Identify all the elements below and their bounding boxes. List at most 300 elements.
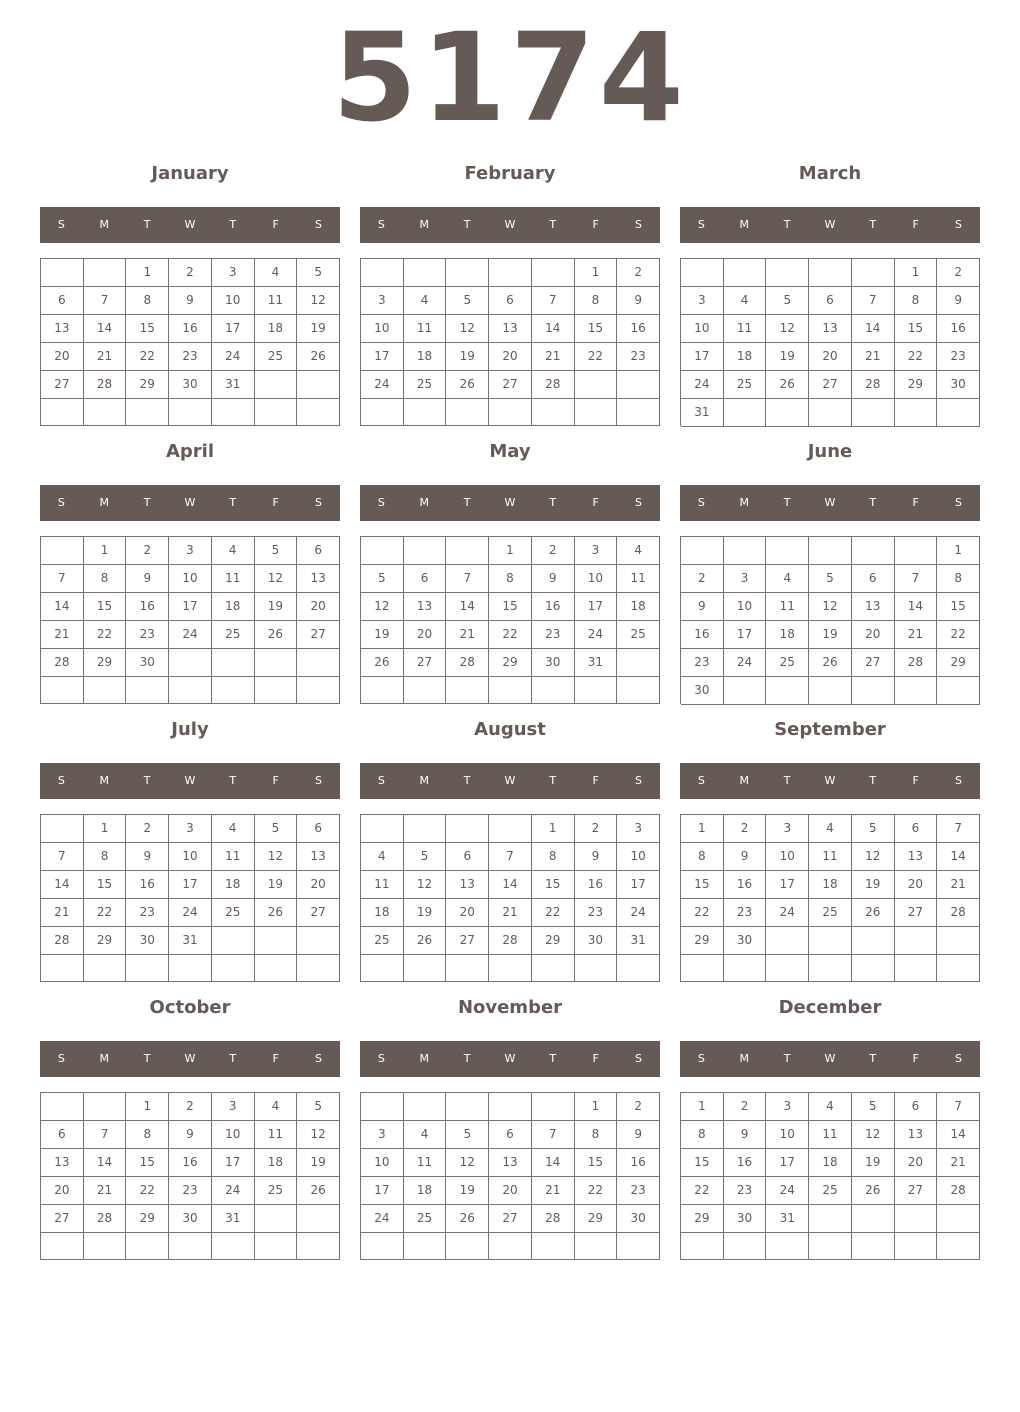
day-cell: 21 (937, 1149, 980, 1177)
day-cell: 16 (724, 871, 767, 899)
day-cell: 20 (297, 871, 340, 899)
day-cell: 1 (532, 815, 575, 843)
day-cell: 2 (575, 815, 618, 843)
empty-day-cell (169, 1233, 212, 1260)
day-cell: 8 (126, 287, 169, 315)
month-name: May (489, 441, 531, 462)
day-cell: 10 (766, 843, 809, 871)
day-cell: 14 (489, 871, 532, 899)
day-cell: 24 (212, 343, 255, 371)
day-cell: 24 (617, 899, 660, 927)
day-cell: 17 (575, 593, 618, 621)
day-cell: 31 (169, 927, 212, 955)
day-cell: 18 (212, 871, 255, 899)
empty-day-cell (575, 955, 618, 982)
empty-day-cell (809, 927, 852, 955)
day-cell: 20 (489, 343, 532, 371)
empty-day-cell (852, 259, 895, 287)
empty-day-cell (575, 399, 618, 426)
day-cell: 26 (852, 1177, 895, 1205)
day-cell: 19 (404, 899, 447, 927)
day-cell: 24 (361, 371, 404, 399)
day-cell: 28 (852, 371, 895, 399)
empty-day-cell (489, 1093, 532, 1121)
weekday-label: T (549, 774, 557, 787)
day-grid (680, 536, 980, 704)
day-cell: 16 (617, 315, 660, 343)
month-name: October (149, 997, 231, 1018)
day-cell: 8 (895, 287, 938, 315)
day-cell: 23 (724, 1177, 767, 1205)
day-cell: 12 (766, 315, 809, 343)
empty-day-cell (41, 1233, 84, 1260)
weekday-label: T (463, 1052, 471, 1065)
weekday-label: S (57, 218, 65, 231)
weekday-label: W (824, 1052, 836, 1065)
weekday-label: T (143, 218, 151, 231)
day-cell: 21 (41, 899, 84, 927)
day-cell: 19 (255, 593, 298, 621)
day-cell: 19 (852, 1149, 895, 1177)
day-cell: 22 (895, 343, 938, 371)
month-name: July (171, 719, 209, 740)
weekday-header (360, 485, 660, 521)
day-cell: 26 (766, 371, 809, 399)
day-cell: 13 (489, 1149, 532, 1177)
empty-day-cell (404, 677, 447, 704)
day-cell: 17 (361, 343, 404, 371)
day-cell: 23 (617, 1177, 660, 1205)
empty-day-cell (297, 677, 340, 704)
day-cell: 6 (297, 537, 340, 565)
day-cell: 16 (169, 315, 212, 343)
day-cell: 10 (617, 843, 660, 871)
day-cell: 23 (937, 343, 980, 371)
day-cell: 25 (255, 1177, 298, 1205)
day-cell: 10 (212, 287, 255, 315)
empty-day-cell (297, 649, 340, 677)
day-cell: 7 (937, 815, 980, 843)
day-cell: 16 (126, 871, 169, 899)
day-cell: 24 (724, 649, 767, 677)
weekday-label: S (697, 496, 705, 509)
empty-day-cell (255, 955, 298, 982)
day-cell: 18 (255, 315, 298, 343)
empty-day-cell (489, 677, 532, 704)
day-cell: 5 (446, 1121, 489, 1149)
day-grid (360, 536, 660, 704)
day-cell: 27 (297, 899, 340, 927)
day-cell: 16 (617, 1149, 660, 1177)
weekday-label: T (143, 774, 151, 787)
day-cell: 16 (575, 871, 618, 899)
empty-day-cell (361, 815, 404, 843)
empty-day-cell (681, 259, 724, 287)
empty-day-cell (852, 1233, 895, 1260)
weekday-label: S (57, 1052, 65, 1065)
day-cell: 6 (41, 287, 84, 315)
day-cell: 28 (41, 649, 84, 677)
empty-day-cell (937, 1233, 980, 1260)
empty-day-cell (724, 259, 767, 287)
day-cell: 28 (84, 371, 127, 399)
day-cell: 5 (852, 815, 895, 843)
weekday-header (360, 1041, 660, 1077)
day-cell: 9 (126, 843, 169, 871)
day-cell: 31 (681, 399, 724, 427)
day-cell: 11 (255, 1121, 298, 1149)
day-cell: 2 (169, 259, 212, 287)
day-cell: 21 (489, 899, 532, 927)
weekday-label: M (419, 496, 430, 509)
empty-day-cell (255, 371, 298, 399)
weekday-label: F (592, 774, 599, 787)
weekday-label: F (272, 1052, 279, 1065)
empty-day-cell (532, 677, 575, 704)
day-cell: 26 (361, 649, 404, 677)
empty-day-cell (809, 537, 852, 565)
day-cell: 23 (724, 899, 767, 927)
empty-day-cell (681, 537, 724, 565)
day-cell: 16 (532, 593, 575, 621)
day-cell: 25 (361, 927, 404, 955)
empty-day-cell (41, 955, 84, 982)
day-cell: 20 (895, 1149, 938, 1177)
empty-day-cell (724, 399, 767, 427)
day-cell: 25 (212, 621, 255, 649)
day-cell: 3 (361, 287, 404, 315)
empty-day-cell (852, 1205, 895, 1233)
month-november (360, 986, 660, 1264)
day-cell: 27 (809, 371, 852, 399)
empty-day-cell (255, 399, 298, 426)
day-cell: 10 (361, 1149, 404, 1177)
day-cell: 7 (41, 843, 84, 871)
day-cell: 12 (404, 871, 447, 899)
day-cell: 11 (809, 1121, 852, 1149)
day-cell: 13 (809, 315, 852, 343)
year-title: 5174 (332, 7, 688, 149)
day-cell: 27 (446, 927, 489, 955)
day-cell: 23 (126, 621, 169, 649)
day-cell: 25 (404, 371, 447, 399)
empty-day-cell (489, 259, 532, 287)
day-cell: 6 (297, 815, 340, 843)
day-cell: 7 (41, 565, 84, 593)
day-cell: 21 (532, 1177, 575, 1205)
weekday-label: T (783, 218, 791, 231)
day-cell: 2 (617, 1093, 660, 1121)
day-cell: 11 (404, 315, 447, 343)
empty-day-cell (212, 677, 255, 704)
weekday-label: T (229, 774, 237, 787)
day-cell: 12 (297, 287, 340, 315)
day-cell: 9 (937, 287, 980, 315)
day-cell: 9 (617, 287, 660, 315)
empty-day-cell (937, 677, 980, 705)
empty-day-cell (766, 955, 809, 982)
day-cell: 20 (41, 343, 84, 371)
empty-day-cell (895, 955, 938, 982)
weekday-label: W (184, 496, 196, 509)
weekday-label: T (783, 496, 791, 509)
day-cell: 22 (575, 343, 618, 371)
month-name: April (165, 441, 215, 462)
day-cell: 23 (532, 621, 575, 649)
empty-day-cell (446, 1093, 489, 1121)
day-cell: 9 (169, 287, 212, 315)
day-cell: 19 (297, 315, 340, 343)
day-cell: 3 (766, 815, 809, 843)
day-cell: 8 (575, 287, 618, 315)
day-cell: 7 (895, 565, 938, 593)
empty-day-cell (809, 677, 852, 705)
weekday-label: M (99, 774, 110, 787)
day-cell: 21 (852, 343, 895, 371)
day-cell: 11 (766, 593, 809, 621)
empty-day-cell (404, 537, 447, 565)
day-cell: 16 (126, 593, 169, 621)
empty-day-cell (404, 1093, 447, 1121)
day-cell: 12 (297, 1121, 340, 1149)
day-cell: 9 (724, 843, 767, 871)
day-cell: 27 (404, 649, 447, 677)
day-cell: 4 (212, 537, 255, 565)
day-cell: 4 (361, 843, 404, 871)
day-cell: 24 (169, 621, 212, 649)
day-cell: 17 (766, 871, 809, 899)
day-cell: 26 (446, 371, 489, 399)
weekday-label: M (419, 1052, 430, 1065)
day-cell: 2 (126, 537, 169, 565)
day-cell: 10 (169, 843, 212, 871)
day-grid (40, 258, 340, 426)
day-cell: 1 (895, 259, 938, 287)
weekday-label: F (272, 218, 279, 231)
day-cell: 15 (126, 1149, 169, 1177)
empty-day-cell (84, 399, 127, 426)
weekday-label: S (377, 1052, 385, 1065)
day-cell: 13 (489, 315, 532, 343)
empty-day-cell (297, 927, 340, 955)
weekday-label: T (229, 1052, 237, 1065)
day-cell: 15 (681, 871, 724, 899)
day-cell: 18 (766, 621, 809, 649)
empty-day-cell (446, 259, 489, 287)
day-cell: 12 (255, 843, 298, 871)
day-cell: 15 (489, 593, 532, 621)
weekday-label: S (314, 496, 322, 509)
day-cell: 25 (724, 371, 767, 399)
day-cell: 26 (297, 1177, 340, 1205)
day-cell: 9 (532, 565, 575, 593)
day-cell: 30 (724, 927, 767, 955)
day-cell: 29 (489, 649, 532, 677)
day-cell: 22 (126, 1177, 169, 1205)
day-cell: 26 (446, 1205, 489, 1233)
day-cell: 18 (809, 871, 852, 899)
weekday-label: W (824, 496, 836, 509)
month-july (40, 708, 340, 986)
empty-day-cell (895, 927, 938, 955)
day-cell: 25 (809, 1177, 852, 1205)
day-grid (680, 814, 980, 982)
day-cell: 24 (766, 1177, 809, 1205)
day-cell: 23 (169, 1177, 212, 1205)
day-cell: 17 (766, 1149, 809, 1177)
day-cell: 3 (681, 287, 724, 315)
day-cell: 2 (532, 537, 575, 565)
empty-day-cell (852, 537, 895, 565)
day-cell: 20 (895, 871, 938, 899)
day-cell: 31 (617, 927, 660, 955)
day-cell: 22 (681, 1177, 724, 1205)
day-cell: 5 (255, 537, 298, 565)
weekday-label: S (954, 774, 962, 787)
day-cell: 13 (41, 1149, 84, 1177)
empty-day-cell (212, 649, 255, 677)
empty-day-cell (126, 955, 169, 982)
day-cell: 29 (532, 927, 575, 955)
empty-day-cell (169, 399, 212, 426)
empty-day-cell (852, 927, 895, 955)
empty-day-cell (809, 399, 852, 427)
weekday-label: S (377, 496, 385, 509)
day-cell: 26 (852, 899, 895, 927)
day-cell: 4 (255, 259, 298, 287)
day-cell: 24 (169, 899, 212, 927)
day-cell: 30 (169, 371, 212, 399)
day-cell: 2 (724, 815, 767, 843)
day-cell: 10 (766, 1121, 809, 1149)
day-cell: 29 (937, 649, 980, 677)
day-cell: 4 (255, 1093, 298, 1121)
day-cell: 7 (937, 1093, 980, 1121)
empty-day-cell (532, 259, 575, 287)
day-cell: 30 (532, 649, 575, 677)
day-cell: 21 (84, 1177, 127, 1205)
day-cell: 10 (212, 1121, 255, 1149)
day-cell: 14 (937, 843, 980, 871)
day-cell: 25 (404, 1205, 447, 1233)
weekday-label: M (739, 218, 750, 231)
day-cell: 8 (681, 1121, 724, 1149)
day-cell: 1 (84, 815, 127, 843)
weekday-label: M (99, 496, 110, 509)
day-cell: 18 (404, 343, 447, 371)
day-cell: 23 (681, 649, 724, 677)
day-cell: 26 (255, 899, 298, 927)
empty-day-cell (895, 1233, 938, 1260)
weekday-label: W (504, 496, 516, 509)
weekday-label: S (634, 218, 642, 231)
day-cell: 14 (41, 871, 84, 899)
empty-day-cell (446, 677, 489, 704)
weekday-label: T (463, 496, 471, 509)
day-cell: 19 (766, 343, 809, 371)
day-cell: 29 (681, 1205, 724, 1233)
empty-day-cell (681, 955, 724, 982)
day-cell: 16 (169, 1149, 212, 1177)
month-march (680, 152, 980, 430)
month-name: September (774, 719, 886, 740)
day-cell: 28 (895, 649, 938, 677)
weekday-label: S (314, 774, 322, 787)
day-grid (40, 1092, 340, 1260)
day-cell: 29 (681, 927, 724, 955)
day-cell: 30 (169, 1205, 212, 1233)
day-cell: 9 (575, 843, 618, 871)
empty-day-cell (255, 1205, 298, 1233)
day-cell: 29 (84, 927, 127, 955)
day-cell: 6 (809, 287, 852, 315)
day-cell: 17 (169, 871, 212, 899)
weekday-label: M (99, 1052, 110, 1065)
month-december (680, 986, 980, 1264)
day-cell: 19 (297, 1149, 340, 1177)
day-cell: 18 (255, 1149, 298, 1177)
day-cell: 15 (681, 1149, 724, 1177)
weekday-label: F (912, 774, 919, 787)
day-cell: 10 (681, 315, 724, 343)
day-cell: 17 (724, 621, 767, 649)
empty-day-cell (809, 1205, 852, 1233)
empty-day-cell (84, 1233, 127, 1260)
day-cell: 23 (169, 343, 212, 371)
day-cell: 30 (937, 371, 980, 399)
day-cell: 26 (404, 927, 447, 955)
day-cell: 28 (84, 1205, 127, 1233)
month-name: March (798, 163, 862, 184)
empty-day-cell (489, 815, 532, 843)
day-cell: 20 (41, 1177, 84, 1205)
empty-day-cell (169, 955, 212, 982)
day-cell: 3 (361, 1121, 404, 1149)
weekday-label: W (824, 774, 836, 787)
empty-day-cell (489, 1233, 532, 1260)
day-cell: 5 (297, 1093, 340, 1121)
empty-day-cell (617, 371, 660, 399)
weekday-label: M (99, 218, 110, 231)
empty-day-cell (41, 259, 84, 287)
day-cell: 4 (809, 1093, 852, 1121)
empty-day-cell (361, 1233, 404, 1260)
day-cell: 1 (575, 259, 618, 287)
empty-day-cell (84, 1093, 127, 1121)
empty-day-cell (489, 399, 532, 426)
empty-day-cell (41, 677, 84, 704)
weekday-label: F (272, 496, 279, 509)
empty-day-cell (126, 677, 169, 704)
empty-day-cell (724, 955, 767, 982)
day-cell: 19 (361, 621, 404, 649)
day-cell: 24 (361, 1205, 404, 1233)
day-cell: 2 (126, 815, 169, 843)
empty-day-cell (766, 927, 809, 955)
weekday-label: M (739, 774, 750, 787)
day-cell: 27 (297, 621, 340, 649)
weekday-label: T (143, 1052, 151, 1065)
day-cell: 10 (361, 315, 404, 343)
day-cell: 5 (255, 815, 298, 843)
empty-day-cell (852, 677, 895, 705)
empty-day-cell (404, 815, 447, 843)
day-cell: 8 (84, 565, 127, 593)
day-cell: 3 (212, 259, 255, 287)
weekday-label: T (549, 496, 557, 509)
empty-day-cell (766, 1233, 809, 1260)
empty-day-cell (169, 677, 212, 704)
